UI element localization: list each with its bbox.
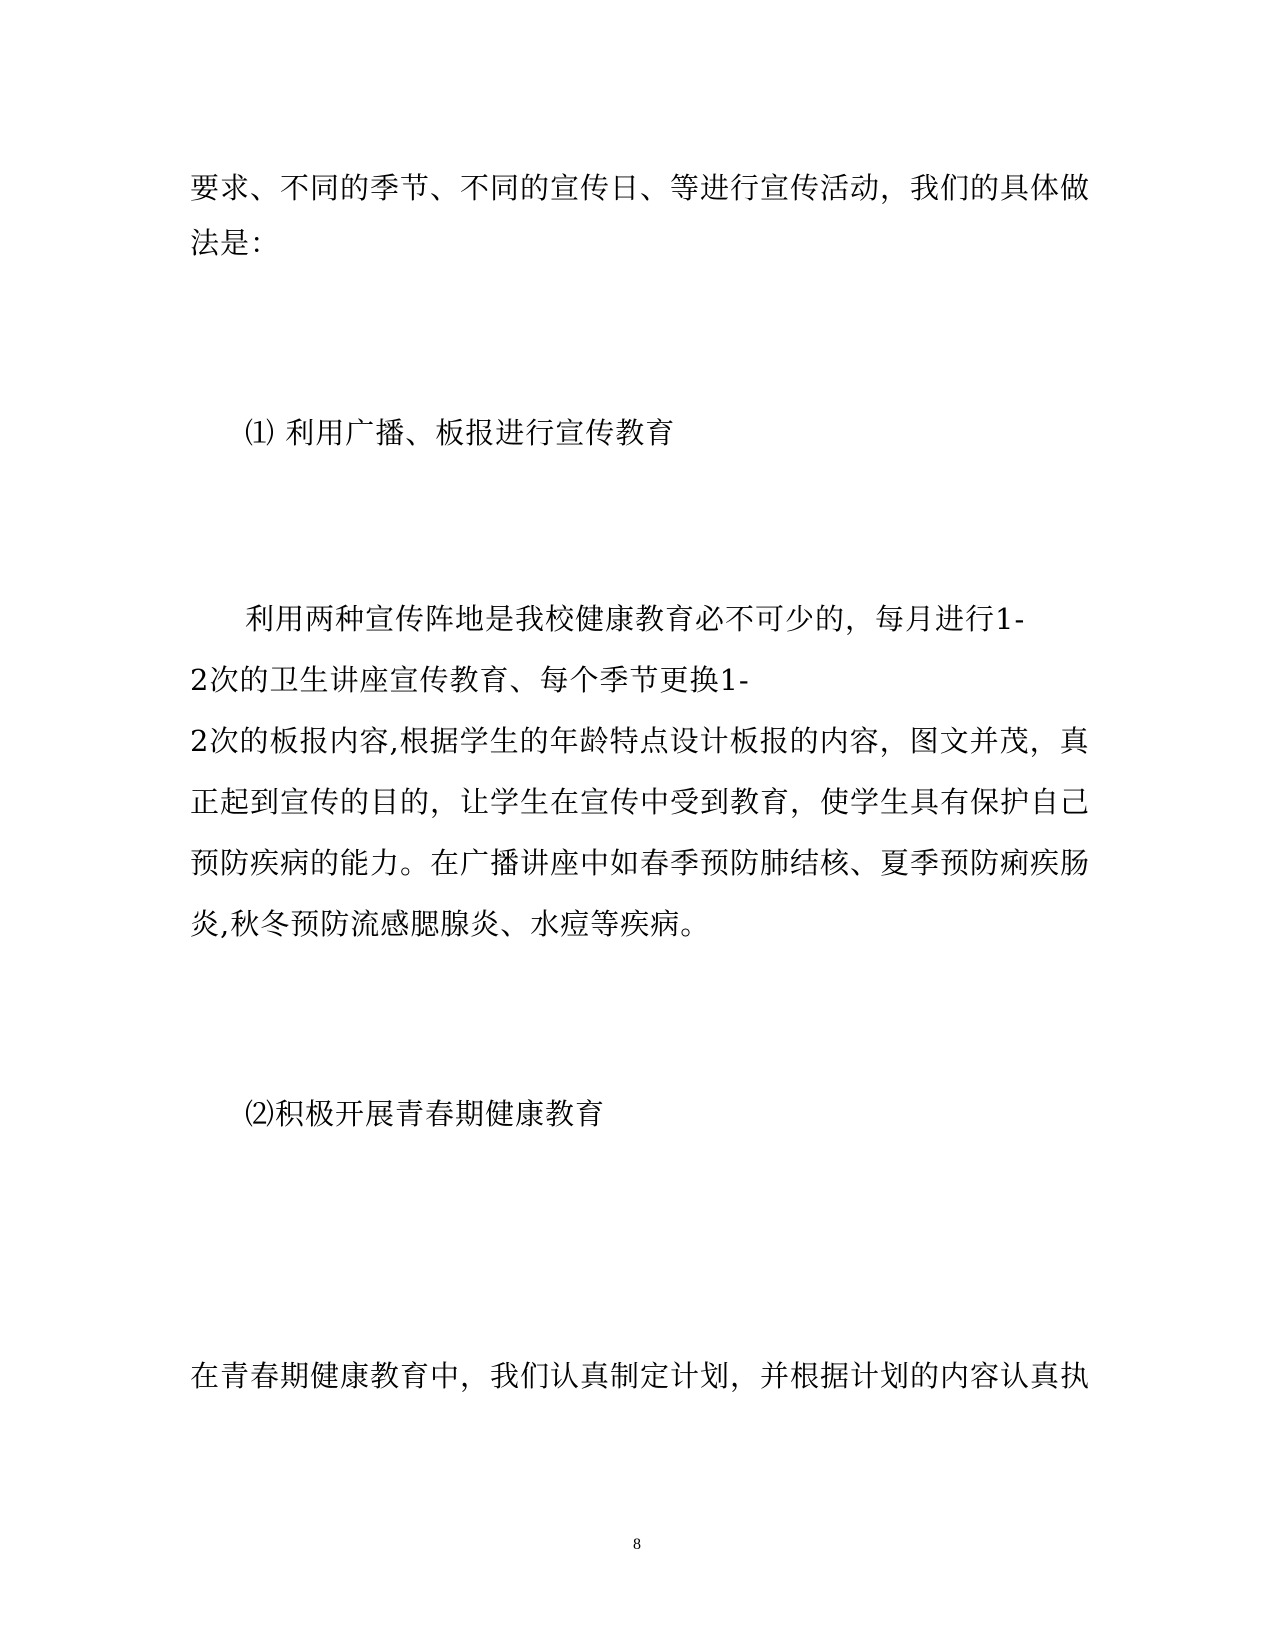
paragraph-2-line-5: 预防疾病的能力。在广播讲座中如春季预防肺结核、夏季预防痢疾肠 <box>190 846 1091 880</box>
page-number: 8 <box>633 1536 641 1553</box>
section-heading-1: ⑴ 利用广播、板报进行宣传教育 <box>245 416 676 450</box>
paragraph-2-line-4: 正起到宣传的目的，让学生在宣传中受到教育，使学生具有保护自己 <box>190 785 1091 819</box>
paragraph-1-line-2: 法是： <box>190 226 281 260</box>
paragraph-1-line-1: 要求、不同的季节、不同的宣传日、等进行宣传活动，我们的具体做 <box>190 171 1091 205</box>
paragraph-2-line-1: 利用两种宣传阵地是我校健康教育必不可少的，每月进行1- <box>245 602 1026 636</box>
section-heading-2: ⑵积极开展青春期健康教育 <box>245 1097 606 1131</box>
paragraph-2-line-6: 炎,秋冬预防流感腮腺炎、水痘等疾病。 <box>190 907 711 941</box>
paragraph-2-line-2: 2次的卫生讲座宣传教育、每个季节更换1- <box>190 663 750 697</box>
paragraph-3-line-1: 在青春期健康教育中，我们认真制定计划，并根据计划的内容认真执 <box>190 1359 1091 1393</box>
paragraph-2-line-3: 2次的板报内容,根据学生的年龄特点设计板报的内容，图文并茂，真 <box>190 724 1090 758</box>
